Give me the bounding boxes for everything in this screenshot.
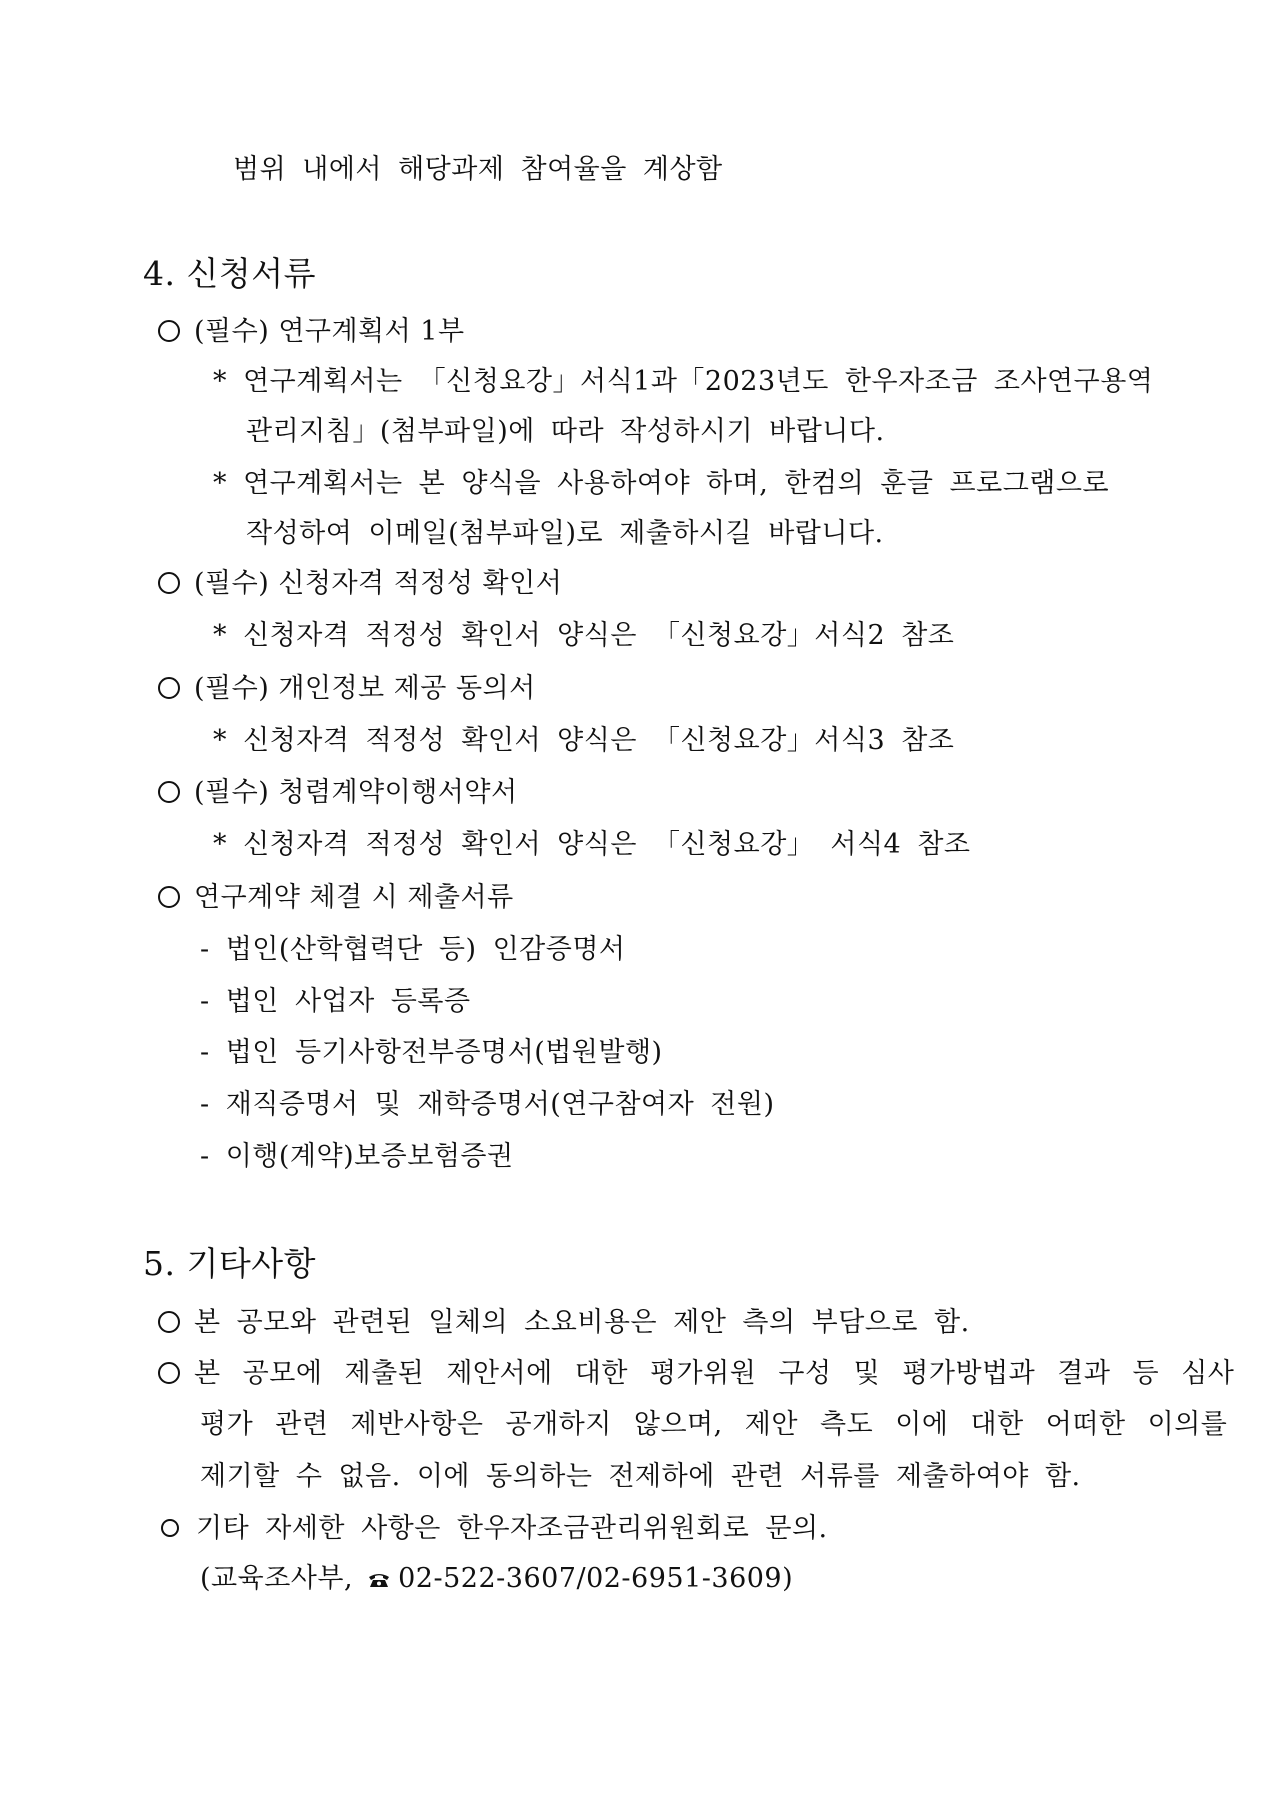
sub-item: - 이행(계약)보증보험증권 bbox=[200, 1141, 514, 1172]
sub-item: - 법인 등기사항전부증명서(법원발행) bbox=[200, 1037, 663, 1068]
note-line: * 신청자격 적정성 확인서 양식은 「신청요강」 서식4 참조 bbox=[213, 829, 971, 860]
bullet-circle-icon bbox=[158, 320, 180, 342]
list-item-label: 기타 자세한 사항은 한우자조금관리위원회로 문의. bbox=[196, 1513, 828, 1544]
note-line: * 연구계획서는 「신청요강」서식1과「2023년도 한우자조금 조사연구용역 bbox=[213, 366, 1154, 397]
note-line: 작성하여 이메일(첨부파일)로 제출하시길 바랍니다. bbox=[246, 518, 884, 549]
list-item-label: 본 공모에 제출된 제안서에 대한 평가위원 구성 및 평가방법과 결과 등 심사 bbox=[194, 1358, 1235, 1389]
list-item-evaluation bbox=[158, 1357, 1234, 1391]
bullet-circle-icon bbox=[158, 677, 180, 699]
continuation-line: 제기할 수 없음. 이에 동의하는 전제하에 관련 서류를 제출하여야 함. bbox=[200, 1461, 1081, 1492]
list-item-label: (필수) 신청자격 적정성 확인서 bbox=[194, 568, 563, 599]
telephone-icon bbox=[368, 1572, 390, 1588]
contact-prefix: (교육조사부, bbox=[200, 1563, 354, 1594]
list-item-label: (필수) 청렴계약이행서약서 bbox=[194, 777, 518, 808]
sub-item: - 재직증명서 및 재학증명서(연구참여자 전원) bbox=[200, 1089, 775, 1120]
list-item-integrity bbox=[158, 776, 518, 810]
bullet-circle-icon bbox=[158, 572, 180, 594]
bullet-circle-icon bbox=[161, 1519, 179, 1537]
list-item-label: (필수) 연구계획서 1부 bbox=[194, 316, 465, 347]
bullet-circle-icon bbox=[158, 886, 180, 908]
sub-item: - 법인 사업자 등록증 bbox=[200, 986, 471, 1017]
list-item-privacy bbox=[158, 672, 536, 706]
note-line: * 신청자격 적정성 확인서 양식은 「신청요강」서식2 참조 bbox=[213, 620, 955, 651]
bullet-circle-icon bbox=[158, 1311, 180, 1333]
list-item-label: 본 공모와 관련된 일체의 소요비용은 제안 측의 부담으로 함. bbox=[194, 1307, 970, 1338]
list-item-label: 연구계약 체결 시 제출서류 bbox=[194, 882, 514, 913]
contact-numbers: 02-522-3607/02-6951-3609) bbox=[398, 1563, 794, 1594]
list-item-research-plan bbox=[158, 315, 465, 349]
bullet-circle-icon bbox=[158, 781, 180, 803]
continuation-line: 평가 관련 제반사항은 공개하지 않으며, 제안 측도 이에 대한 어떠한 이의를 bbox=[200, 1409, 1228, 1440]
list-item-label: (필수) 개인정보 제공 동의서 bbox=[194, 673, 536, 704]
list-item-inquiry bbox=[158, 1512, 828, 1546]
section-5-heading: 5. 기타사항 bbox=[143, 1244, 316, 1283]
list-item-eligibility bbox=[158, 567, 562, 601]
contact-line bbox=[200, 1562, 793, 1596]
section-4-heading: 4. 신청서류 bbox=[143, 254, 316, 293]
note-line: * 연구계획서는 본 양식을 사용하여야 하며, 한컴의 훈글 프로그램으로 bbox=[213, 468, 1110, 499]
bullet-circle-icon bbox=[158, 1362, 180, 1384]
sub-item: - 법인(산학협력단 등) 인감증명서 bbox=[200, 934, 626, 965]
list-item-costs bbox=[158, 1306, 970, 1340]
note-line: * 신청자격 적정성 확인서 양식은 「신청요강」서식3 참조 bbox=[213, 725, 955, 756]
note-line: 관리지침」(첨부파일)에 따라 작성하시기 바랍니다. bbox=[246, 416, 885, 447]
list-item-contract-docs bbox=[158, 881, 514, 915]
intro-line: 범위 내에서 해당과제 참여율을 계상함 bbox=[233, 154, 723, 185]
